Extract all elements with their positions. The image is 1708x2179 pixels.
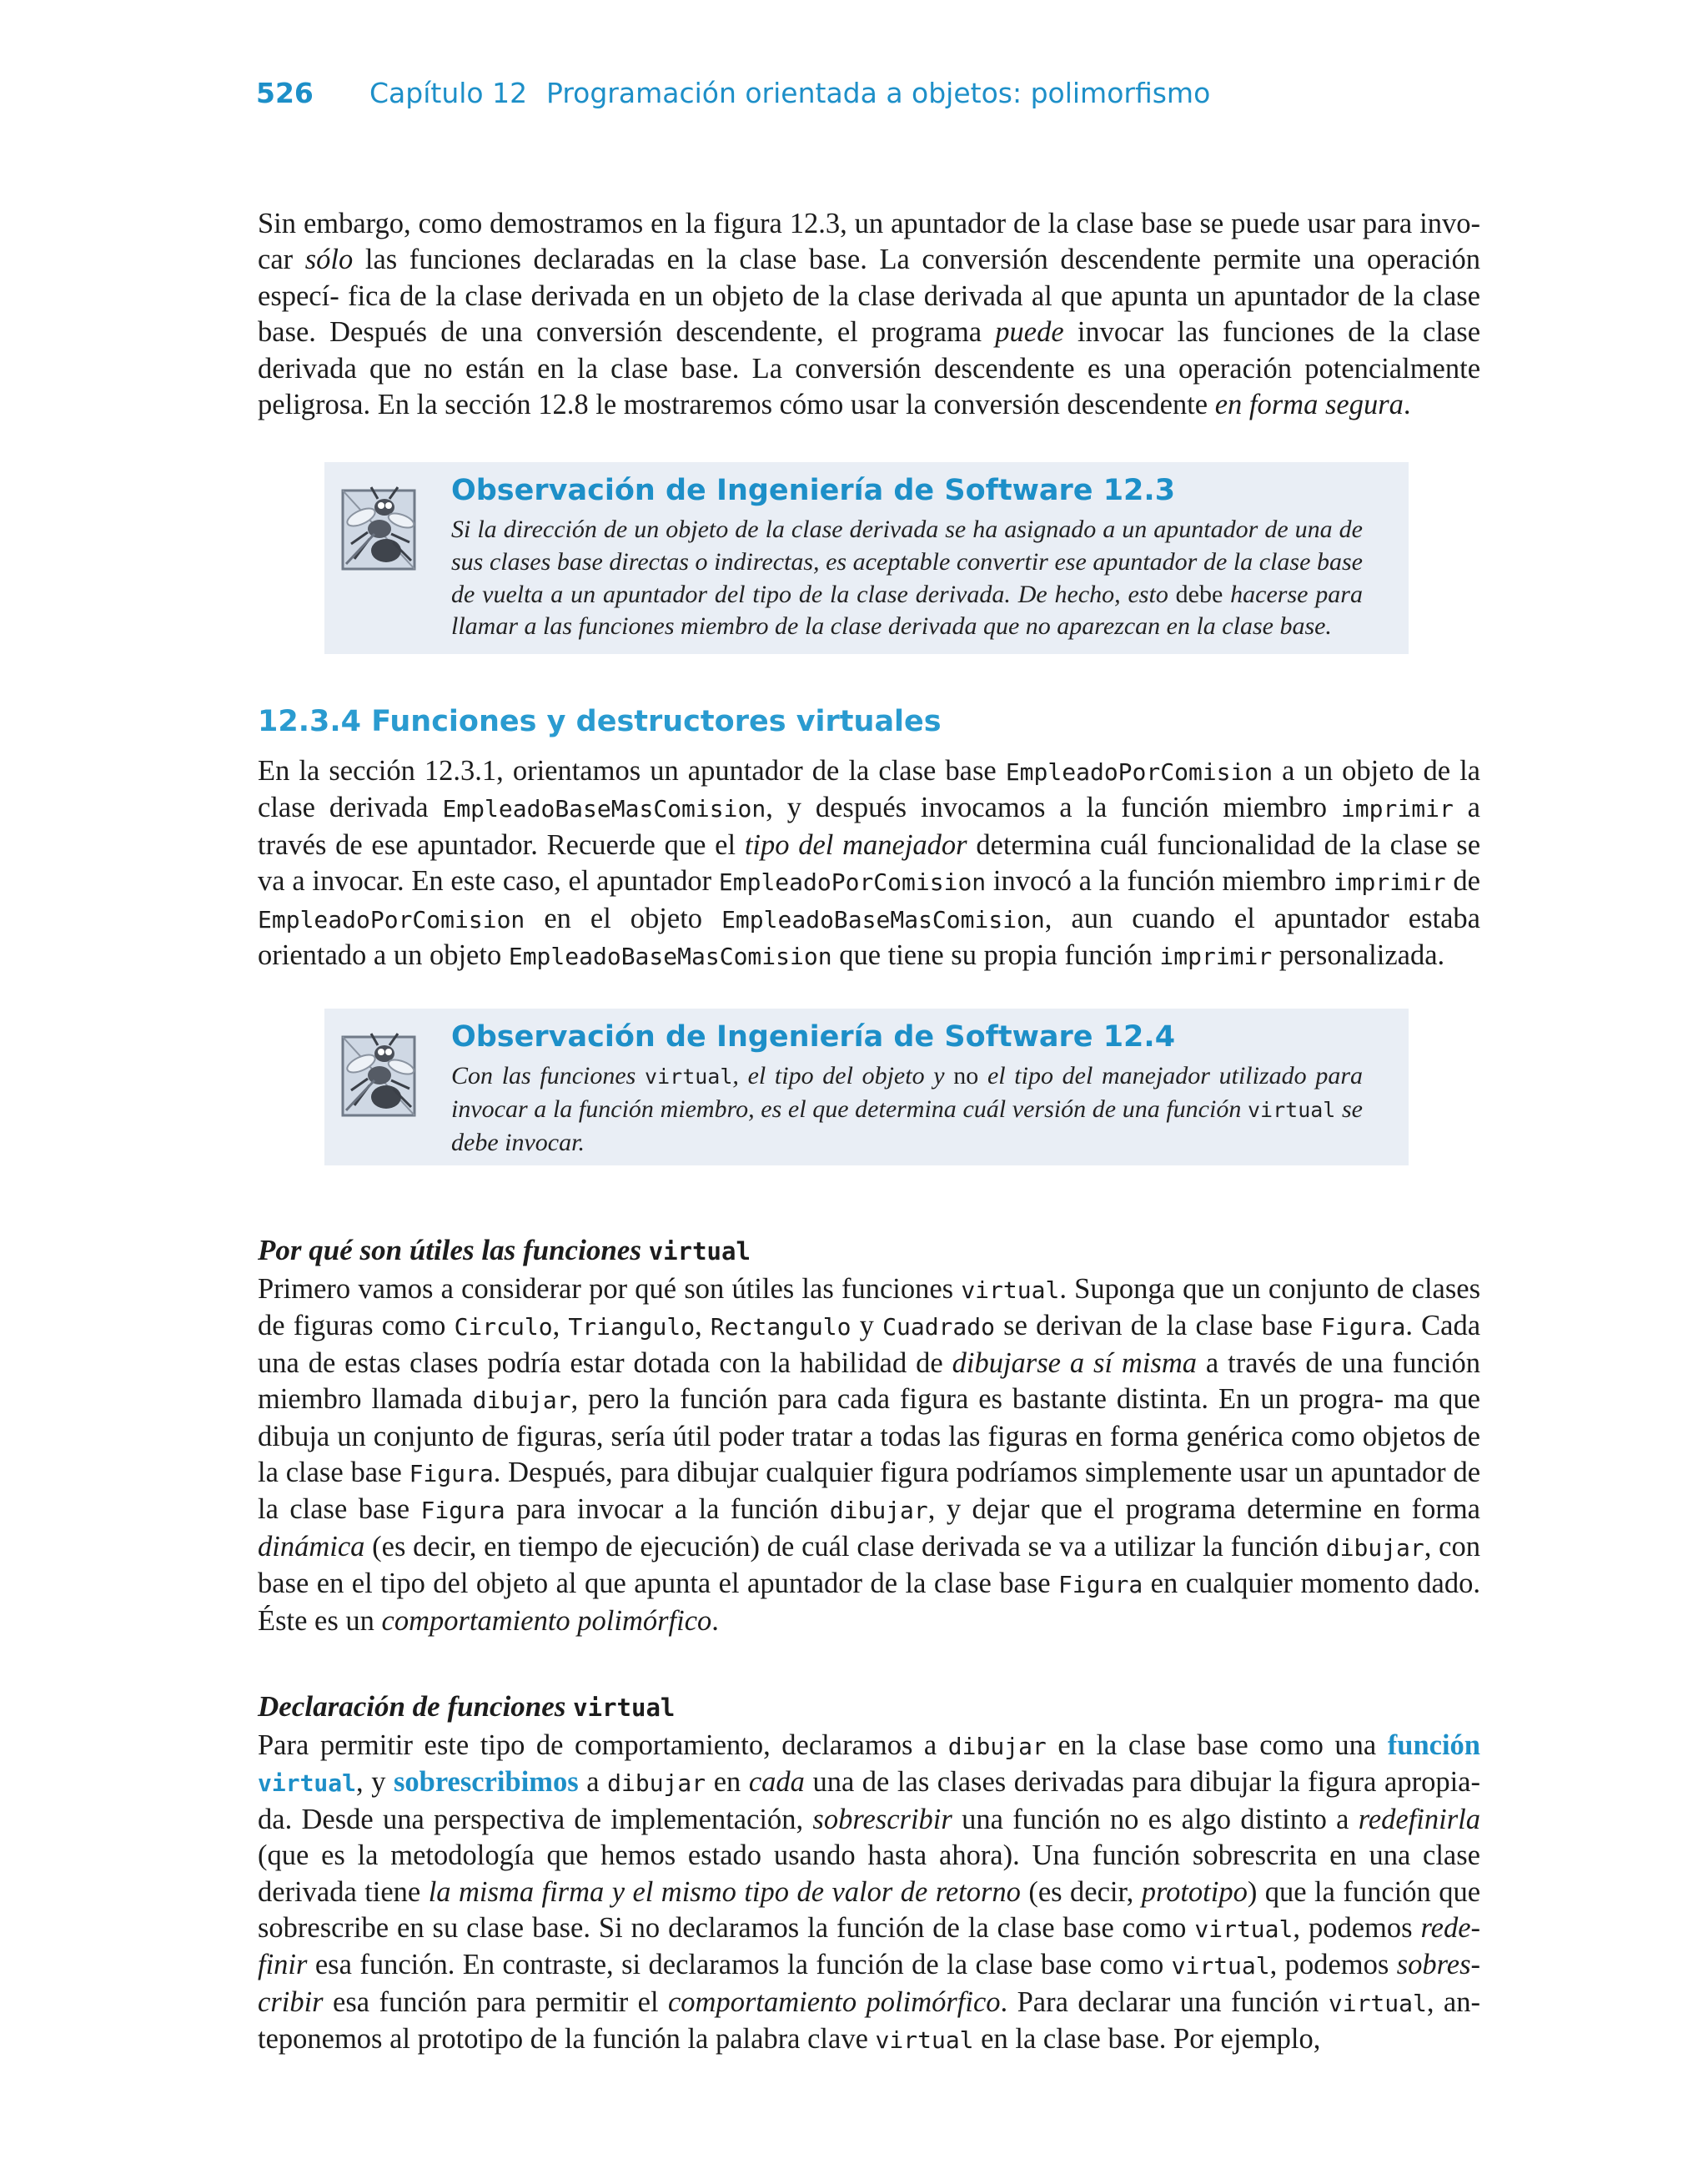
subheading-declaring-virtual	[258, 1690, 675, 1724]
text-run: Cada una de estas clases podría estar dotada con la habilidad de	[258, 1310, 1481, 1379]
note-title: Observación de Ingeniería de Software 12.3	[451, 474, 1176, 507]
text-run: invocó a la función miembro	[986, 865, 1334, 898]
code-term: EmpleadoPorComision	[718, 868, 987, 897]
text-run: en el objeto	[525, 902, 722, 934]
text-run: En la sección 12.3.1, orientamos un apuntador de la clase base	[258, 755, 1006, 787]
text-run: va a invocar. En este caso, el apuntador	[258, 865, 719, 898]
text-run: a un objeto de la	[1273, 755, 1480, 787]
code-term: virtual	[573, 1693, 676, 1722]
text-run: invocar a la función miembro, es el que determina cuál versión de una función	[451, 1095, 1248, 1123]
code-term: EmpleadoPorComision	[1005, 758, 1273, 786]
code-term: Rectangulo	[710, 1313, 851, 1341]
text-run: Si la dirección de un objeto de la clase derivada se ha asignado a un apuntador de una de	[451, 516, 1363, 543]
text-run: el tipo del manejador utilizado para	[978, 1062, 1363, 1090]
code-term: Triangulo	[568, 1313, 696, 1341]
note-text	[451, 1060, 1363, 1159]
text-run: en la clase base. Por ejemplo,	[973, 2023, 1321, 2056]
code-term: EmpleadoBaseMasComision	[442, 795, 766, 823]
code-term: Figura	[1321, 1313, 1406, 1341]
code-term: virtual	[875, 2026, 974, 2055]
key-term: función	[1387, 1729, 1480, 1761]
section-heading: 12.3.4 Funciones y destructores virtuales	[258, 705, 942, 738]
text-run: (es decir,	[1020, 1875, 1142, 1908]
emphasis: puede	[995, 316, 1064, 349]
text-run: Sin embargo, como demostramos en la figura 12.3, un apuntador de la clase base se puede usar para invo-	[258, 208, 1480, 239]
text-run: apuntador de la clase base	[258, 1457, 1481, 1526]
text-run: una función no es algo distinto a	[952, 1803, 1359, 1835]
text-run: personalizada.	[1272, 939, 1445, 972]
emphasis: redefinirla	[1358, 1803, 1480, 1835]
text-run: orientado a un objeto	[258, 939, 509, 972]
text-run: ,	[695, 1310, 711, 1342]
text-run: hacerse para	[1223, 580, 1363, 608]
paragraph-declaring-virtual	[258, 1728, 1480, 2059]
code-term: virtual	[1194, 1915, 1294, 1944]
emphasis: prototipo	[1141, 1875, 1248, 1908]
text-run: Primero vamos a considerar por qué son útiles las funciones	[258, 1273, 962, 1305]
text-run: través de ese apuntador. Recuerde que el	[258, 828, 745, 861]
code-term: EmpleadoBaseMasComision	[721, 905, 1045, 933]
text-run: , y	[356, 1766, 394, 1799]
text-run: sus clases base directas o indirectas, es aceptable convertir ese apuntador de la clase base	[451, 547, 1363, 576]
emphasis: finir	[258, 1949, 308, 1981]
software-engineering-note-12-4	[324, 1009, 1409, 1165]
text-run: da. Desde una perspectiva de implementación,	[258, 1803, 813, 1835]
code-term: virtual	[645, 1064, 733, 1089]
code-term: Circulo	[454, 1313, 553, 1341]
text-run: fica de la clase derivada en un objeto de la clase derivada al que apunta un apuntador de la clase base.	[258, 279, 1480, 349]
key-term: sobrescribimos	[394, 1766, 579, 1799]
text-run: una de las clases derivadas para dibujar la figura apropia-	[804, 1766, 1480, 1799]
code-term: dibujar	[829, 1497, 928, 1525]
text-run: función miembro llamada	[258, 1346, 1481, 1416]
text-run: en	[706, 1766, 749, 1799]
text-run: en la clase base como una	[1046, 1729, 1388, 1761]
text-run: ) que la función que	[1247, 1875, 1481, 1908]
code-term: virtual	[961, 1276, 1060, 1304]
text-run: Para permitir este tipo de comportamiento, declaramos a	[258, 1729, 948, 1761]
code-term: Figura	[420, 1497, 505, 1525]
text-run: , podemos	[1293, 1912, 1421, 1945]
text-run: de vuelta a un apuntador del tipo de la clase derivada. De hecho, esto	[451, 580, 1176, 608]
emphasis: rede-	[1420, 1912, 1480, 1945]
emphasis: sobrescribir	[812, 1803, 952, 1835]
text-run: en forma	[1373, 1493, 1480, 1526]
text-run: y	[851, 1310, 883, 1342]
emphasis: dibujarse a sí misma	[952, 1346, 1198, 1379]
code-term: dibujar	[607, 1769, 706, 1798]
text-run: las funciones declaradas en la clase base. La conversión descendente permite una operación especí-	[258, 244, 1480, 312]
text-run: , con base en el tipo del objeto al que apunta el apuntador de la clase base	[258, 1530, 1480, 1600]
text-run: clases de figuras como	[258, 1273, 1481, 1342]
text-run: .	[1405, 1310, 1413, 1342]
text-run: , an-	[1426, 1985, 1480, 2018]
code-term: imprimir	[1340, 795, 1454, 823]
text-run: . Suponga que un conjunto de	[1059, 1273, 1404, 1305]
emphasis: en forma segura	[1214, 389, 1404, 421]
emphasis: cada	[748, 1766, 805, 1799]
chapter-label: Capítulo 12	[369, 77, 528, 109]
text-run: esa función. En contraste, si declaramos la función de la clase base como	[307, 1949, 1172, 1981]
text-run: a través de una	[1197, 1346, 1384, 1379]
subheading-text: Declaración de funciones	[258, 1690, 574, 1723]
upright-text: no	[953, 1062, 979, 1090]
text-run: de	[1453, 865, 1480, 898]
text-run: momento dado. Éste es un	[258, 1568, 1480, 1637]
text-run: objetos de la clase base	[258, 1420, 1480, 1489]
code-term: Cuadrado	[882, 1313, 995, 1341]
chapter-title: Programación orientada a objetos: polimorfismo	[546, 77, 1211, 109]
code-term: dibujar	[947, 1733, 1047, 1760]
emphasis: dinámica	[258, 1530, 365, 1563]
text-run: , podemos	[1269, 1949, 1397, 1981]
text-run: llamar a las funciones miembro de la clase derivada que no aparezcan en la clase base.	[451, 612, 1332, 641]
paragraph-section-intro	[258, 753, 1480, 974]
text-run: clase derivada	[258, 792, 443, 824]
paragraph-intro	[258, 206, 1480, 423]
text-run: car	[258, 244, 305, 276]
code-term: virtual	[1171, 1952, 1270, 1980]
text-run: Después de una conversión descendente, el programa	[329, 316, 996, 349]
emphasis: comportamiento polimórfico	[667, 1985, 1001, 2018]
text-run: se derivan de la clase base	[994, 1310, 1322, 1342]
text-run: debe invocar.	[451, 1128, 585, 1156]
text-run: . Después, para dibujar cualquier figura podríamos simplemente usar un	[493, 1457, 1324, 1489]
emphasis: sobres-	[1396, 1949, 1480, 1981]
code-term: imprimir	[1159, 943, 1273, 971]
code-term: virtual	[1328, 1989, 1427, 2017]
text-run: sobrescribe en su clase base. Si no declaramos la función de la clase base como	[258, 1912, 1195, 1945]
text-run: se	[1335, 1095, 1363, 1123]
text-run: ma que dibuja un conjunto de figuras, sería útil poder tratar a todas las figuras en forma genérica como	[258, 1383, 1480, 1452]
emphasis: tipo del manejador	[744, 828, 967, 861]
running-header	[256, 77, 1210, 109]
emphasis: la misma firma y el mismo tipo de valor de retorno	[428, 1875, 1021, 1908]
note-text	[451, 514, 1363, 643]
software-engineering-note-12-3	[324, 462, 1409, 654]
text-run: . Para declarar una función	[1000, 1985, 1329, 2018]
emphasis: sólo	[304, 244, 354, 276]
text-run: ,	[552, 1310, 569, 1342]
text-run: teponemos al prototipo de la función la palabra clave	[258, 2023, 876, 2056]
ant-bug-illustration-icon	[338, 484, 421, 576]
text-run: esa función para permitir el	[323, 1985, 668, 2018]
code-term: dibujar	[1325, 1533, 1424, 1562]
text-run: no están en la clase base. La conversión descendente es una operación potencialmente peligrosa. En la	[258, 352, 1481, 421]
text-run: (que es la metodología que hemos estado usando hasta ahora). Una función sobrescrita en una clase	[258, 1839, 1480, 1872]
text-run: derivada tiene	[258, 1875, 429, 1908]
text-run: , el tipo del objeto y	[732, 1062, 954, 1090]
text-run: que tiene su propia función	[831, 939, 1160, 972]
code-term: virtual	[258, 1769, 357, 1798]
text-run: , y dejar que el programa determine	[927, 1493, 1363, 1526]
code-term: virtual	[648, 1237, 751, 1266]
note-title: Observación de Ingeniería de Software 12.4	[451, 1020, 1176, 1054]
text-run: .	[711, 1604, 719, 1637]
text-run: determina cuál funcionalidad de la clase se	[967, 828, 1481, 861]
ant-bug-illustration-icon	[338, 1030, 421, 1122]
text-run: , y después invocamos a la función miembro	[766, 792, 1341, 824]
text-run: , pero la función para cada figura es bastante distinta. En un progra-	[570, 1383, 1384, 1416]
text-run: .	[1403, 389, 1411, 421]
text-run: , aun cuando el apuntador estaba	[1044, 902, 1480, 934]
key-term	[258, 1766, 356, 1798]
code-term: dibujar	[472, 1386, 571, 1415]
text-run: (es decir, en tiempo de ejecución) de cuál clase derivada se va a utilizar la función	[364, 1530, 1319, 1563]
text-run: Con las funciones	[451, 1062, 646, 1090]
emphasis: comportamiento polimórfico	[381, 1604, 712, 1637]
emphasis: cribir	[258, 1985, 324, 2018]
text-run: sección 12.8 le mostraremos cómo usar la conversión descendente	[445, 389, 1215, 421]
code-term: EmpleadoBaseMasComision	[508, 943, 832, 971]
code-term: Figura	[1058, 1571, 1143, 1599]
upright-text: debe	[1175, 580, 1223, 608]
subheading-text: Por qué son útiles las funciones	[258, 1234, 649, 1266]
text-run: a	[578, 1766, 608, 1799]
code-term: imprimir	[1333, 868, 1446, 897]
subheading-why-virtual	[258, 1234, 751, 1267]
code-term: EmpleadoPorComision	[258, 905, 525, 933]
text-run: a	[1453, 792, 1480, 824]
code-term: Figura	[409, 1460, 494, 1488]
text-run: invocar las funciones de la clase derivada que	[258, 316, 1481, 385]
text-run: para invocar a la función	[505, 1493, 830, 1526]
paragraph-why-virtual	[258, 1271, 1480, 1639]
text-run: en cualquier	[1143, 1568, 1294, 1600]
code-term: virtual	[1247, 1097, 1336, 1122]
page-number: 526	[256, 77, 314, 109]
